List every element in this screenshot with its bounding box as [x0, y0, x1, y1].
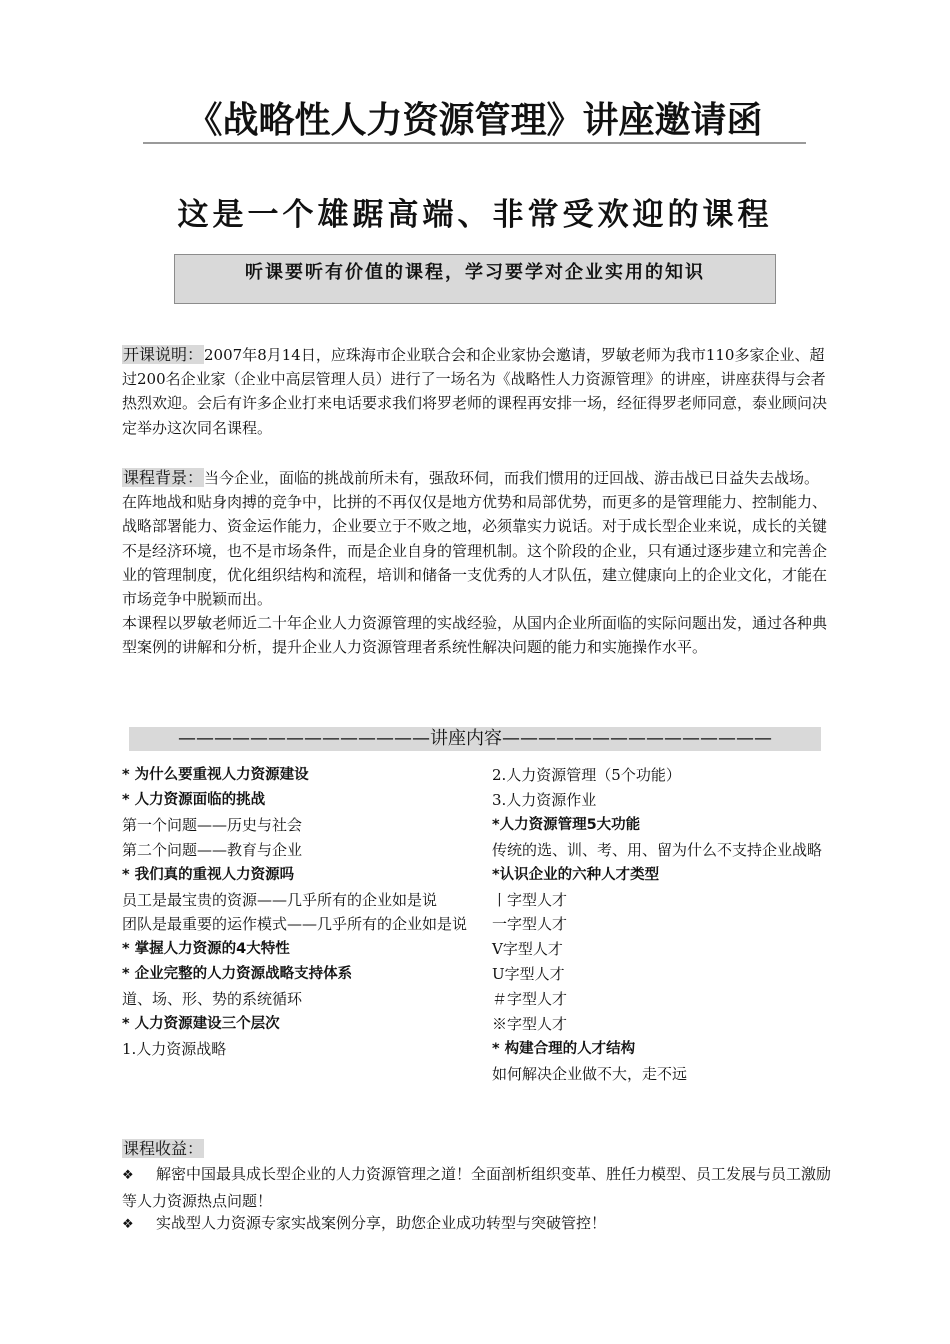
content-item: 员工是最宝贵的资源——几乎所有的企业如是说 — [122, 890, 438, 909]
content-item: * 企业完整的人力资源战略支持体系 — [122, 966, 353, 983]
content-item: 1.人力资源战略 — [122, 1039, 227, 1058]
tagline: 听课要听有价值的课程，学习要学对企业实用的知识 — [245, 262, 705, 283]
content-item: 一字型人才 — [492, 915, 568, 934]
content-item: * 掌握人力资源的4大特性 — [122, 941, 290, 958]
content-item: 丨字型人才 — [492, 890, 568, 909]
content-item: U字型人才 — [492, 965, 565, 984]
diamond-bullet-icon: ❖ — [122, 1217, 134, 1232]
diamond-bullet-icon: ❖ — [122, 1168, 134, 1183]
content-item: * 我们真的重视人力资源吗 — [122, 866, 295, 883]
content-item: * 人力资源建设三个层次 — [122, 1016, 280, 1033]
content-item: 如何解决企业做不大，走不远 — [492, 1064, 688, 1083]
content-item: *人力资源管理5大功能 — [492, 816, 641, 833]
content-left-column — [122, 763, 467, 1062]
content-right-column — [492, 763, 837, 1087]
background-text-1: 当今企业，面临的挑战前所未有，强敌环伺，而我们惯用的迂回战、游击战已日益失去战场。在阵地战和贴身肉搏的竞争中，比拼的不再仅仅是地方优势和局部优势，而更多的是管理能力、控制能力、战略部署能力、资金运作能力，企业要立于不败之地，必须靠实力说话。对于成长型企业来说，成长的关键不是经济环境，也不是市场条件，而是企业自身的管理机制。这个阶段的企业，只有通过逐步建立和完善企业的管理制度，优化组织结构和流程，培训和储备一支优秀的人才队伍，建立健康向上的企业文化，才能在市场竞争中脱颖而出。 — [122, 469, 828, 609]
content-item: 传统的选、训、考、用、留为什么不支持企业战略 — [492, 840, 823, 859]
background-label: 课程背景： — [123, 468, 204, 487]
tagline-box — [174, 254, 776, 304]
content-item: V字型人才 — [492, 940, 563, 959]
title-underline — [143, 142, 806, 144]
opening-label: 开课说明： — [123, 345, 204, 364]
content-item: * 构建合理的人才结构 — [492, 1040, 636, 1057]
subtitle: 这是一个雄踞高端、非常受欢迎的课程 — [177, 197, 773, 233]
content-item: 第一个问题——历史与社会 — [122, 815, 303, 834]
content-item: ＃字型人才 — [492, 990, 568, 1009]
benefits-section — [122, 1137, 204, 1161]
content-item: 3.人力资源作业 — [492, 790, 597, 809]
benefit-text: 实战型人力资源专家实战案例分享，助您企业成功转型与突破管控！ — [156, 1214, 607, 1232]
background-text-2: 本课程以罗敏老师近二十年企业人力资源管理的实战经验，从国内企业所面临的实际问题出发，通过各种典型案例的讲解和分析，提升企业人力资源管理者系统性解决问题的能力和实施操作水平。 — [122, 614, 828, 657]
content-header: ——————————————讲座内容——————————————— — [129, 727, 821, 751]
page-title: 《战略性人力资源管理》讲座邀请函 — [186, 100, 763, 141]
opening-text: 2007年8月14日，应珠海市企业联合会和企业家协会邀请，罗敏老师为我市110多家企业、超过200名企业家（企业中高层管理人员）进行了一场名为《战略性人力资源管理》的讲座，讲座获得与会者热烈欢迎。会后有许多企业打来电话要求我们将罗老师的课程再安排一场，经征得罗老师同意，泰业顾问决定举办这次同名课程。 — [122, 346, 828, 437]
content-item: 道、场、形、势的系统循环 — [122, 990, 303, 1009]
content-item: 2.人力资源管理（5个功能） — [492, 766, 681, 784]
benefit-text: 解密中国最具成长型企业的人力资源管理之道！全面剖析组织变革、胜任力模型、员工发展与员工激励等人力资源热点问题！ — [122, 1165, 832, 1210]
content-item: 第二个问题——教育与企业 — [122, 840, 303, 859]
background-section — [122, 466, 834, 660]
benefit-item — [122, 1162, 834, 1213]
benefit-item — [122, 1211, 834, 1238]
benefits-label: 课程收益： — [123, 1139, 204, 1158]
opening-section — [122, 343, 834, 440]
content-item: 团队是最重要的运作模式——几乎所有的企业如是说 — [122, 915, 468, 934]
content-item: *认识企业的六种人才类型 — [492, 866, 660, 883]
content-item: * 为什么要重视人力资源建设 — [122, 767, 309, 783]
content-item: ※字型人才 — [492, 1015, 568, 1034]
content-item: * 人力资源面临的挑战 — [122, 791, 266, 808]
